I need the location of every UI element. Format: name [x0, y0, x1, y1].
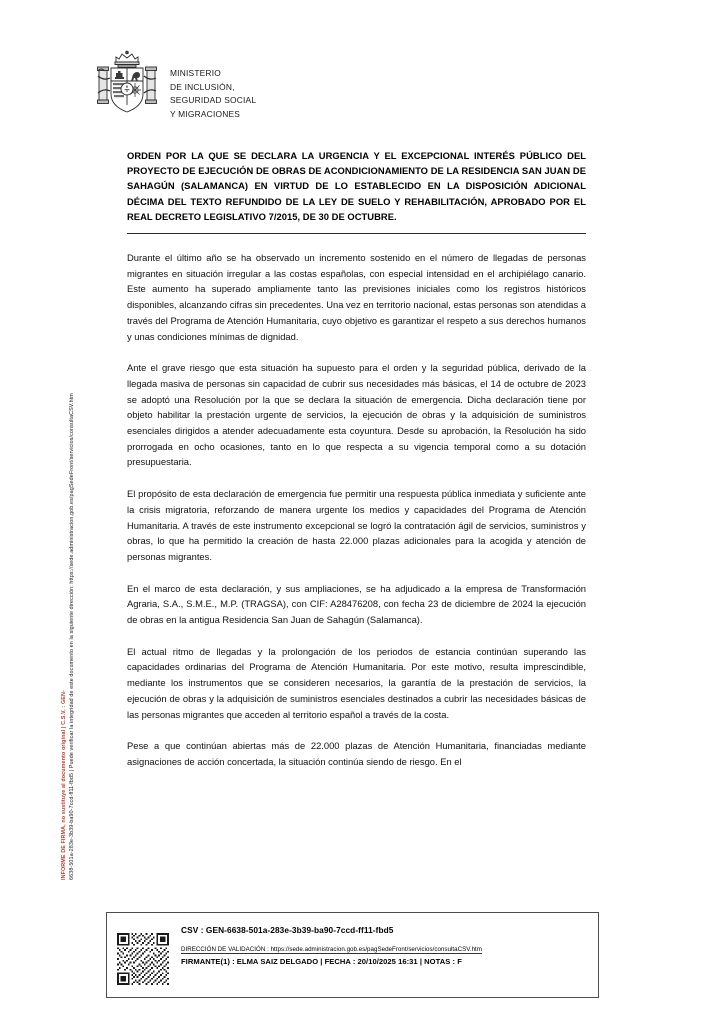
signature-margin-strip [0, 0, 90, 1010]
body-paragraph: En el marco de esta declaración, y sus ampliaciones, se ha adjudicado a la empresa de Transformación Agraria, S.A., S.M.E., M.P. (TRAGSA), con CIF: A28476208, con fecha 23 de diciembre de 2024 la ejecución de obras en la antigua Residencia San Juan de Sahagún (Salamanca). [127, 582, 586, 626]
ministry-name [170, 48, 256, 121]
ministry-line-3: SEGURIDAD SOCIAL [170, 95, 257, 106]
csv-code: CSV : GEN-6638-501a-283e-3b39-ba90-7ccd-ff11-fbd5 [181, 925, 394, 935]
ministry-line-1: MINISTERIO [170, 68, 221, 78]
body-paragraph: El actual ritmo de llegadas y la prolongación de los periodos de estancia continúan superando las capacidades ordinarias del Programa de Atención Humanitaria. Por este motivo, resulta imprescindible, mediante los instrumentos que se consideren necesarios, la garantía de la prestación de servicios, la ejecución de obras y la adquisición de suministros esenciales destinados a cubrir las necesidades básicas de las personas migrantes que acceden al territorio español a través de la costa. [127, 645, 586, 720]
title-divider [127, 233, 586, 234]
page-title: ORDEN POR LA QUE SE DECLARA LA URGENCIA Y EL EXCEPCIONAL INTERÉS PÚBLICO DEL PROYECTO DE EJECUCIÓN DE OBRAS DE ACONDICIONAMIENTO DE LA RESIDENCIA SAN JUAN DE SAHAGÚN (SALAMANCA) EN VIRTUD DE LO ESTABLECIDO EN LA DISPOSICIÓN ADICIONAL DÉCIMA DEL TEXTO REFUNDIDO DE LA LEY DE SUELO Y REHABILITACIÓN, APROBADO POR EL REAL DECRETO LEGISLATIVO 7/2015, DE 30 DE OCTUBRE. [127, 150, 586, 222]
qr-code-icon [117, 933, 169, 985]
signer-info: FIRMANTE(1) : ELMA SAIZ DELGADO | FECHA : 20/10/2025 16:31 | NOTAS : F [181, 957, 462, 966]
validation-url[interactable]: DIRECCIÓN DE VALIDACIÓN : https://sede.administracion.gob.es/pagSedeFront/servicios/consultaCSV.htm [181, 945, 482, 953]
body-paragraph: Ante el grave riesgo que esta situación ha supuesto para el orden y la seguridad pública, derivado de la llegada masiva de personas sin capacidad de cubrir sus necesidades más básicas, el 14 de octubre de 2023 se adoptó una Resolución por la que se declara la situación de emergencia. Dicha declaración tiene por objeto habilitar la prestación urgente de servicios, la ejecución de obras y la adquisición de suministros esenciales dirigidos a atender adecuadamente esta coyuntura. Desde su aprobación, la Resolución ha sido prorrogada en ocho ocasiones, tanto en lo que respecta a su vigencia temporal como a su dotación presupuestaria. [127, 362, 586, 468]
ministry-line-4: Y MIGRACIONES [170, 108, 241, 119]
body-paragraph: El propósito de esta declaración de emergencia fue permitir una respuesta pública inmediata y suficiente ante la crisis migratoria, reforzando de manera urgente los medios y capacidades del Programa de Atención Humanitaria. A través de este instrumento excepcional se logró la contratación ágil de servicios, suministros y obras, lo que ha permitido la creación de hasta 22.000 plazas adicionales para la acogida y atención de personas migrantes. [127, 488, 586, 562]
body-paragraph: Durante el último año se ha observado un incremento sostenido en el número de llegadas de personas migrantes en situación irregular a las costas españolas, con especial intensidad en el archipiélago canario. Este aumento ha superado ampliamente tanto las previsiones iniciales como los registros históricos disponibles, alcanzando cifras sin precedentes. Una vez en territorio nacional, estas personas son atendidas a través del Programa de Atención Humanitaria, cuyo objetivo es garantizar el respeto a sus derechos humanos y unas condiciones mínimas de dignidad. [127, 252, 586, 342]
title-block [127, 148, 586, 234]
body-paragraph: Pese a que continúan abiertas más de 22.000 plazas de Atención Humanitaria, financiadas mediante asignaciones de acción concertada, la situación continúa siendo de riesgo. En el [127, 740, 586, 767]
margin-csv-verification-text: 6638-501a-283e-3b39-ba90-7ccd-ff11-fbd5 | Puede verificar la integridad de este documento en la siguiente dirección: https://sede.administracion.gob.es/pagSedeFront/servicios/consultaCSV.htm [69, 393, 75, 880]
validation-text-lines [181, 923, 482, 966]
margin-informe-de-firma-text: INFORME DE FIRMA, no sustituye al documento original | C.S.V. : GEN- [61, 690, 67, 880]
signature-validation-box [106, 912, 599, 998]
document-header [96, 48, 256, 128]
spain-coat-of-arms-icon [96, 48, 158, 128]
ministry-line-2: DE INCLUSIÓN, [170, 81, 235, 92]
document-body [127, 250, 586, 786]
